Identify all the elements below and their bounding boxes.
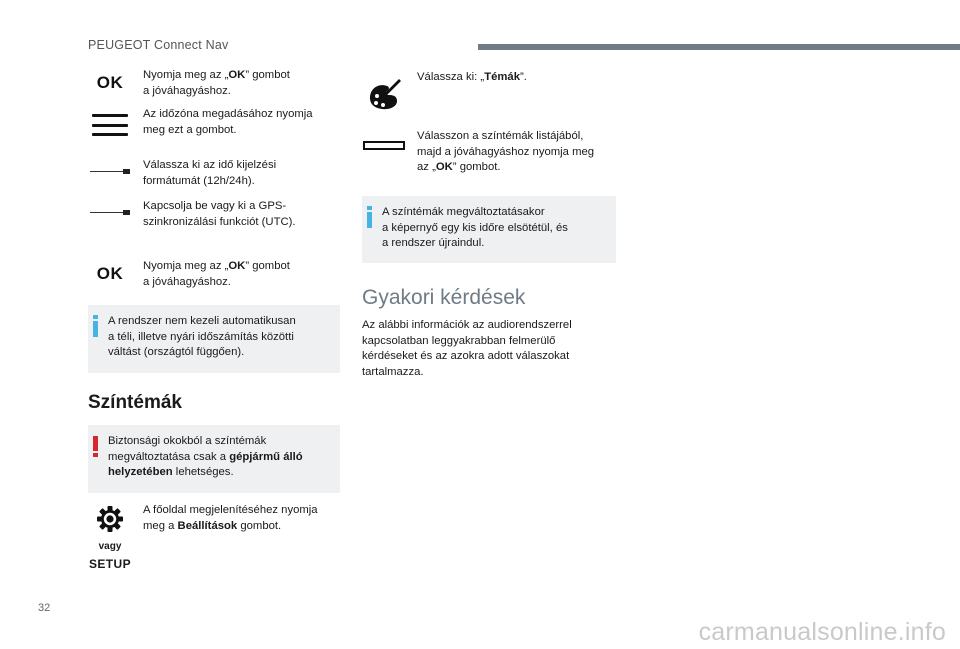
step-time-format xyxy=(88,158,340,190)
menu-icon xyxy=(92,114,128,136)
faq-intro-text: Az alábbi információk az audiorendszerrel kapcsolatban leggyakrabban felmerülő kérdéseket és az azokra adott válaszokat tartalmazza. xyxy=(362,319,572,378)
step-text: Válassza ki: „Témák”. xyxy=(417,71,527,83)
info-box-restart xyxy=(362,196,616,263)
ok-icon: OK xyxy=(96,73,124,92)
alt-label: vagy xyxy=(98,541,122,552)
step-text: A főoldal megjelenítéséhez nyomja meg a Beállítások gombot. xyxy=(143,504,318,532)
step-text: Válassza ki az idő kijelzési formátumát (12h/24h). xyxy=(143,159,277,187)
warning-text: Biztonsági okokból a színtémák megváltoztatása csak a gépjármű álló helyzetében lehetséges. xyxy=(108,435,303,478)
step-text: Nyomja meg az „OK” gombot a jóváhagyáshoz. xyxy=(143,69,290,97)
section-title-faq: Gyakori kérdések xyxy=(362,286,526,309)
ok-icon: OK xyxy=(96,264,124,283)
info-box-dst xyxy=(88,305,340,373)
step-text: Nyomja meg az „OK” gombot a jóváhagyáshoz. xyxy=(143,260,290,288)
step-timezone xyxy=(88,107,340,141)
slider-icon xyxy=(90,170,130,174)
step-text: Az időzóna megadásához nyomja meg ezt a gombot. xyxy=(143,108,313,136)
palette-icon xyxy=(365,74,403,112)
info-text: A színtémák megváltoztatásakor a képernyő egy kis időre elsötétül, és a rendszer újraindul. xyxy=(382,206,568,249)
warning-icon xyxy=(93,436,103,457)
info-text: A rendszer nem kezeli automatikusan a téli, illetve nyári időszámítás közötti váltást (országtól függően). xyxy=(108,315,296,358)
step-select-themes xyxy=(362,70,616,110)
bar-icon xyxy=(363,141,405,150)
step-ok-confirm-1 xyxy=(88,68,340,100)
page-number: 32 xyxy=(38,602,51,614)
setup-label: SETUP xyxy=(88,557,131,571)
step-settings xyxy=(88,503,340,535)
warning-box-themes xyxy=(88,425,340,493)
header-bar xyxy=(478,44,960,50)
info-icon xyxy=(367,206,377,228)
step-ok-confirm-2 xyxy=(88,259,340,291)
info-icon xyxy=(93,315,103,337)
step-text: Kapcsolja be vagy ki a GPS- szinkronizálási funkciót (UTC). xyxy=(143,200,296,228)
section-title-themes: Színtémák xyxy=(88,392,182,413)
manual-header-title: PEUGEOT Connect Nav xyxy=(88,38,229,52)
slider-icon xyxy=(90,211,130,215)
step-choose-theme xyxy=(362,129,616,177)
watermark: carmanualsonline.info xyxy=(698,618,946,646)
step-gps-sync xyxy=(88,199,340,231)
step-text: Válasszon a színtémák listájából, majd a jóváhagyáshoz nyomja meg az „OK” gombot. xyxy=(417,130,595,173)
